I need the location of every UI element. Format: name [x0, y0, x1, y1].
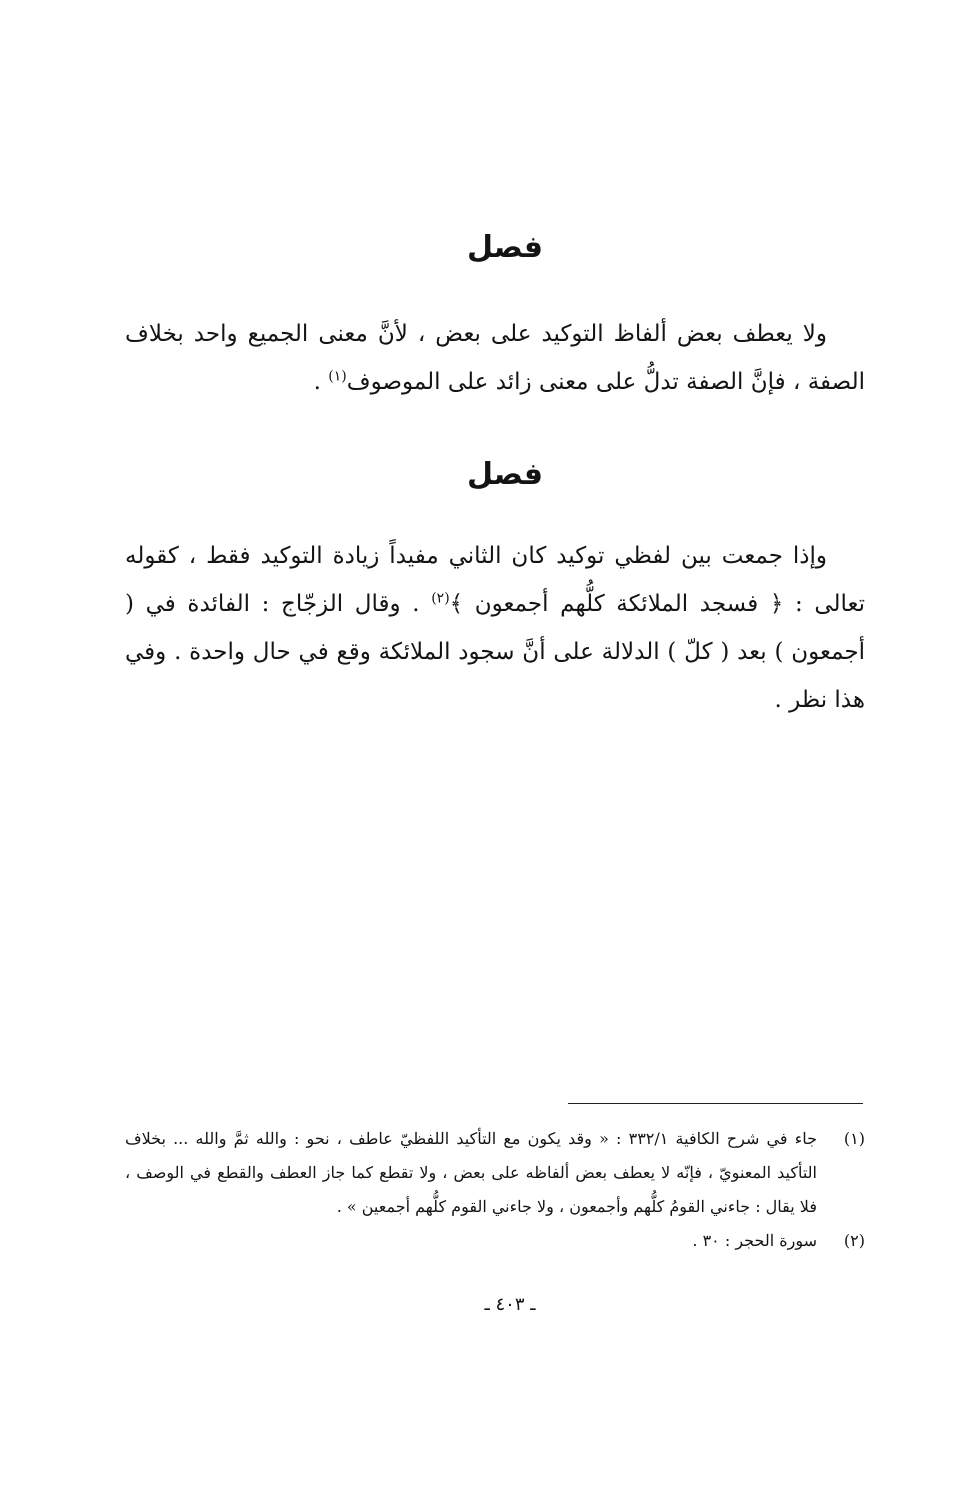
footnote-divider	[568, 1103, 863, 1104]
footnotes	[125, 1122, 865, 1258]
footnote-text: جاء في شرح الكافية ٣٣٢/١ : « وقد يكون مع التأكيد اللفظيّ عاطف ، نحو : والله ثمَّ والله ... بخلاف التأكيد المعنويّ ، فإنّه لا يعطف بعض ألفاظه على بعض ، ولا تقطع كما جاز العطف والقطع في الوصف ، فلا يقال : جاءني القومُ كلُّهم وأجمعون ، ولا جاءني القوم كلُّهم أجمعين » .	[125, 1129, 818, 1216]
section-1-text-end: .	[313, 369, 329, 395]
section-heading-2: فصل	[467, 457, 543, 492]
section-1-text: ولا يعطف بعض ألفاظ التوكيد على بعض ، لأنَّ معنى الجميع واحد بخلاف الصفة ، فإنَّ الصفة تدلُّ على معنى زائد على الموصوف	[125, 321, 865, 395]
page-number: ـ ٤٠٣ ـ	[484, 1294, 536, 1315]
section-2-paragraph	[125, 532, 865, 724]
footnote-ref-1[interactable]: (١)	[328, 368, 347, 385]
footnote-text: سورة الحجر : ٣٠ .	[692, 1231, 817, 1250]
section-2-text-part2: . وقال الزجّاج : الفائدة في ( أجمعون ) بعد ( كلّ ) الدلالة على أنَّ سجود الملائكة وقع في حال واحدة . وفي هذا نظر .	[125, 591, 865, 713]
section-2-body	[125, 532, 865, 724]
footnote-number: (٢)	[843, 1231, 865, 1250]
footnote-number: (١)	[843, 1129, 865, 1148]
footnote-1	[125, 1122, 865, 1224]
footnote-ref-2[interactable]: (٢)	[431, 590, 450, 607]
section-1-body	[125, 310, 865, 406]
footnote-2	[125, 1224, 865, 1258]
section-1-paragraph	[125, 310, 865, 406]
section-2-text-part1: وإذا جمعت بين لفظي توكيد كان الثاني مفيداً زيادة التوكيد فقط ، كقوله تعالى : ﴿ فسجد الملائكة كلُّهم أجمعون ﴾	[125, 543, 866, 617]
section-heading-1: فصل	[467, 230, 543, 265]
